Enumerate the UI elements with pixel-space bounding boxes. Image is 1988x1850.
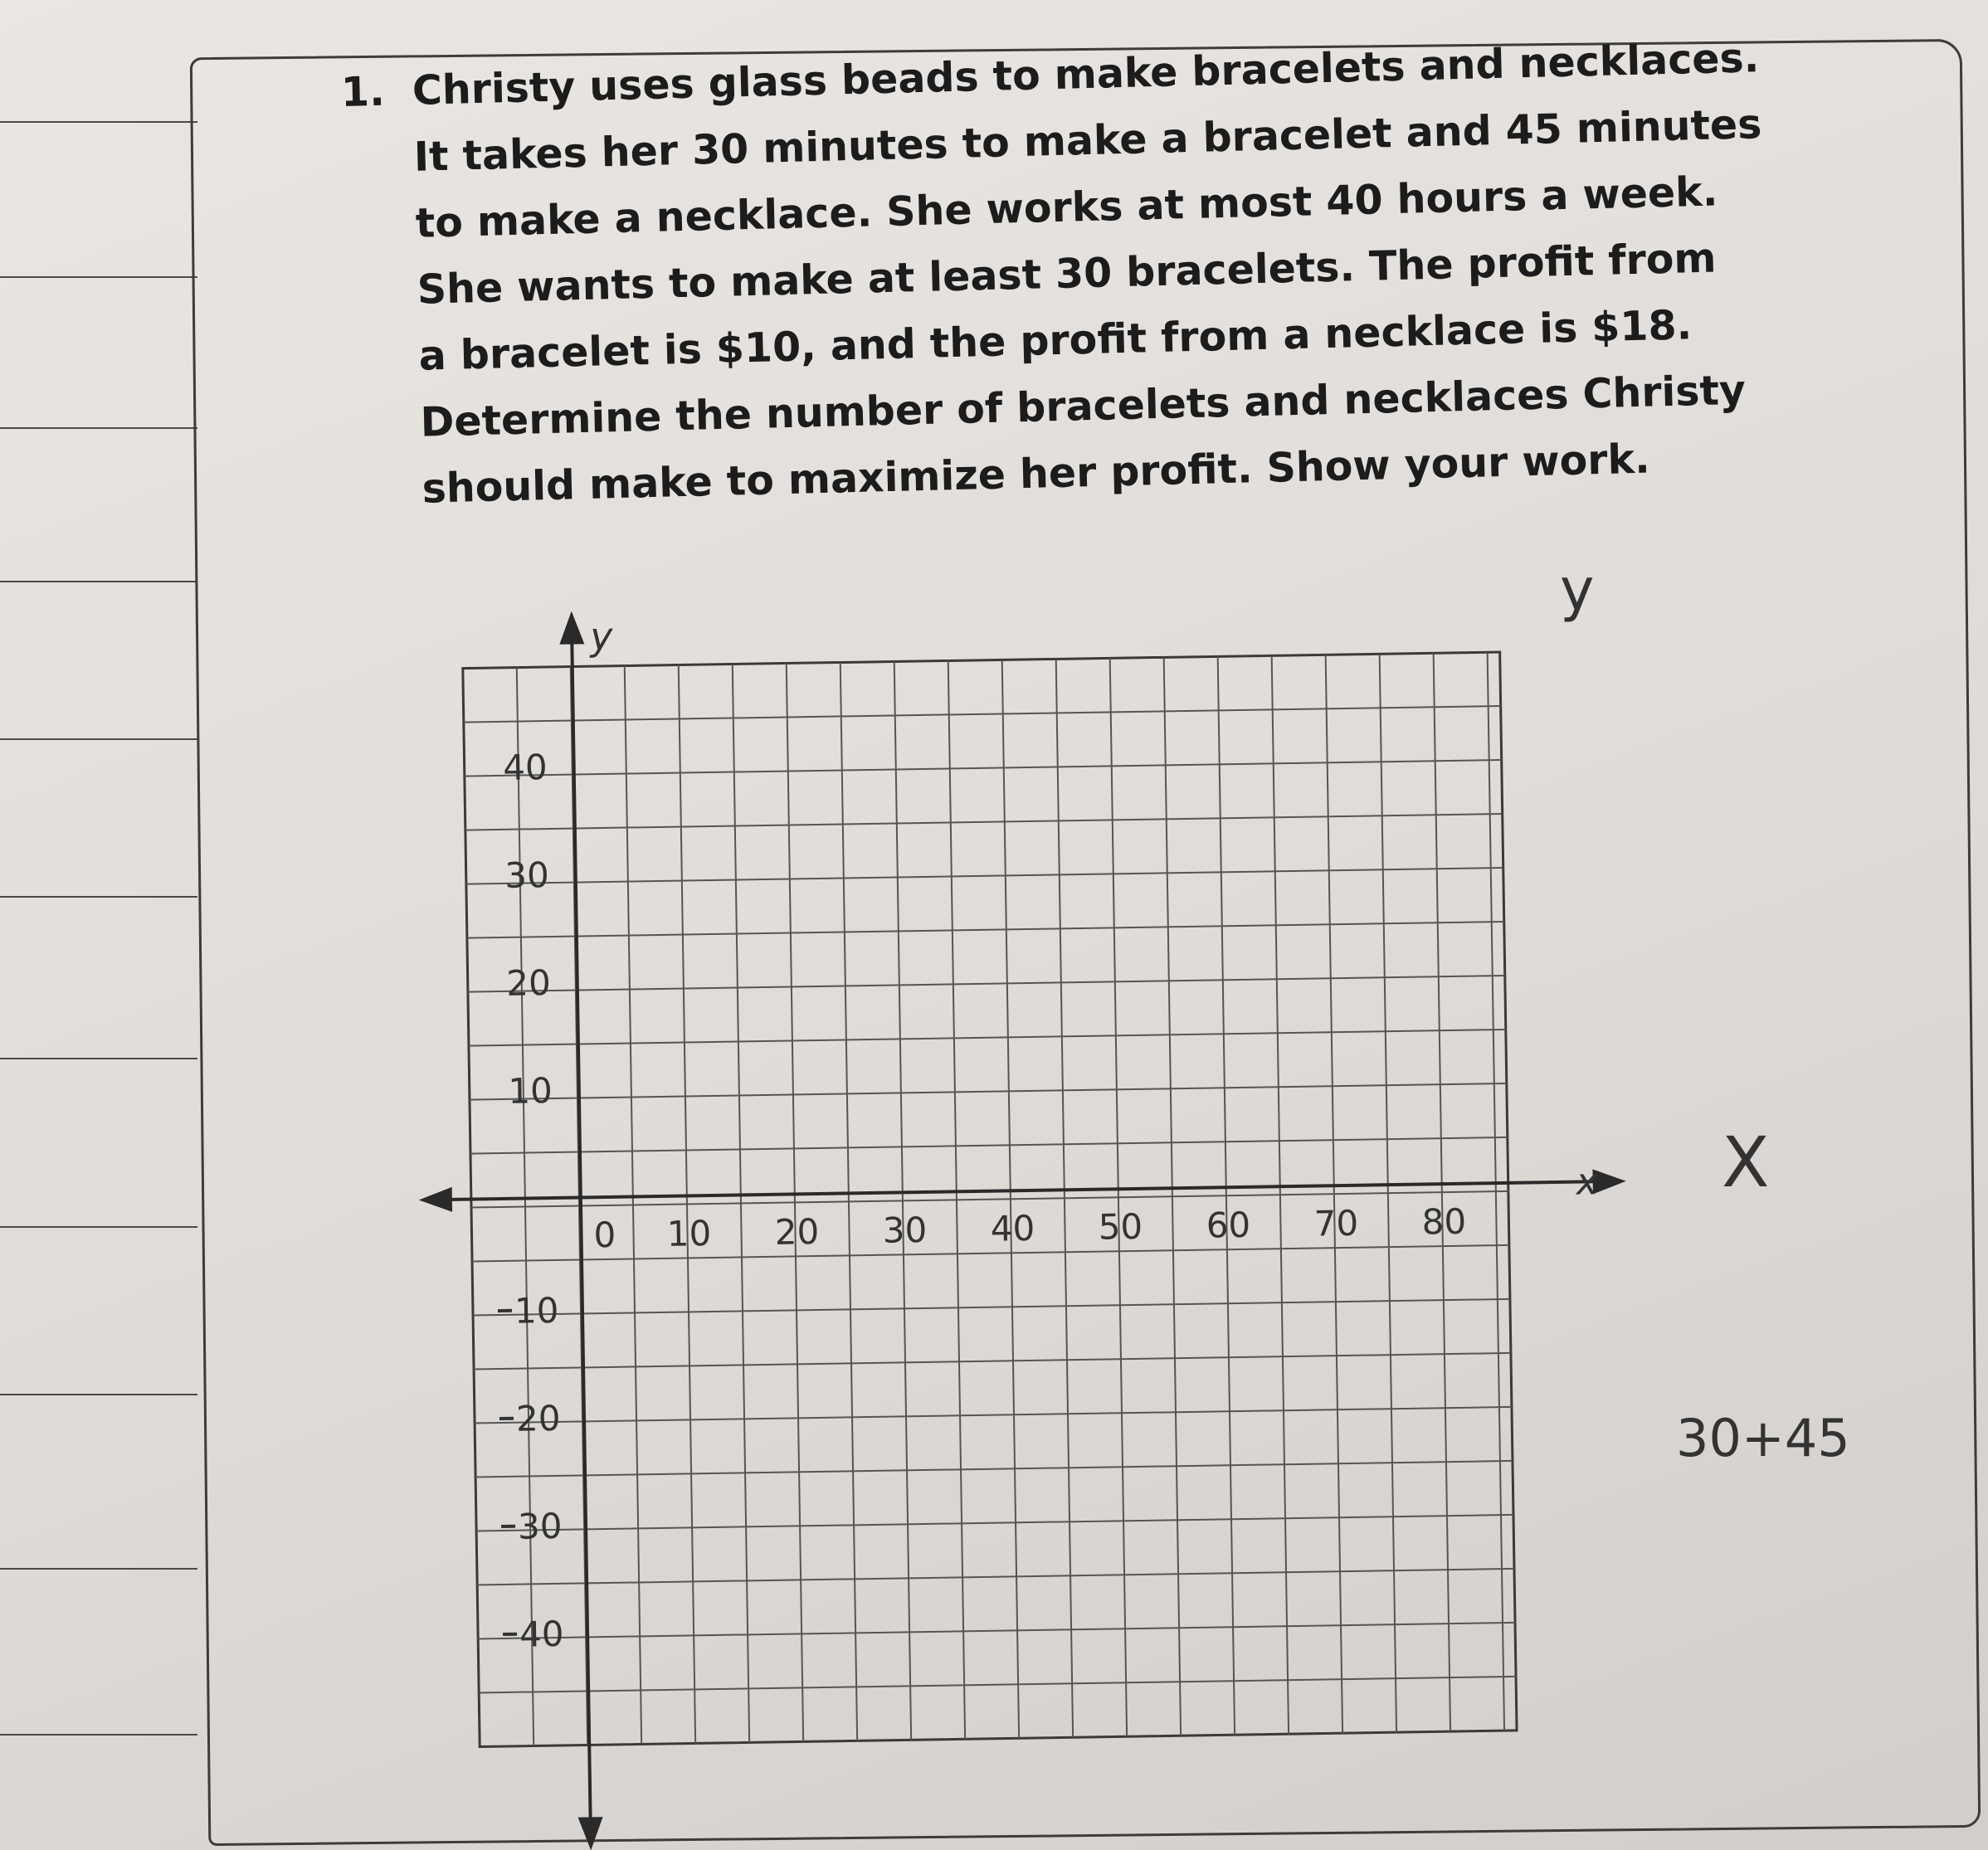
handwritten-x-mark: X: [1722, 1122, 1770, 1203]
handwritten-y-mark: y: [1560, 556, 1595, 624]
problem-line-7: should make to maximize her profit. Show your work.: [421, 435, 1651, 513]
grid-line-horizontal: [468, 976, 1505, 992]
x-axis: [427, 1181, 1618, 1200]
y-tick-label-negative: 40: [519, 1613, 564, 1655]
grid-line-horizontal: [478, 1623, 1515, 1639]
origin-label: 0: [593, 1214, 616, 1256]
y-tick-label-negative: 10: [514, 1289, 559, 1332]
y-tick-label: 20: [505, 962, 552, 1004]
grid-line-horizontal: [479, 1677, 1516, 1693]
grid-line-horizontal: [474, 1353, 1511, 1370]
grid-line-horizontal: [469, 1030, 1506, 1046]
x-tick-label: 80: [1421, 1200, 1467, 1243]
grid-line-horizontal: [470, 1137, 1508, 1154]
grid-line-horizontal: [465, 814, 1503, 830]
problem-line-2: It takes her 30 minutes to make a bracelet and 45 minutes: [413, 100, 1762, 181]
problem-number: 1.: [340, 67, 386, 116]
x-tick-label: 40: [990, 1207, 1035, 1249]
y-axis-label: y: [589, 613, 613, 660]
grid-line-horizontal: [466, 868, 1503, 884]
y-axis-down-arrow-icon: [578, 1817, 604, 1850]
y-axis-up-arrow-icon: [559, 611, 585, 644]
problem-line-1: Christy uses glass beads to make bracelets and necklaces.: [412, 34, 1760, 114]
grid-line-horizontal: [476, 1515, 1513, 1531]
x-tick-label: 70: [1313, 1202, 1359, 1244]
y-tick-label-negative: 20: [515, 1397, 561, 1439]
grid-lines: [463, 652, 1517, 1746]
x-axis-label: x: [1576, 1161, 1599, 1204]
y-tick-label: 30: [504, 854, 550, 896]
y-axis: [572, 621, 591, 1841]
x-tick-label: 20: [774, 1210, 820, 1253]
x-tick-label: 30: [882, 1209, 928, 1251]
grid-line-horizontal: [475, 1461, 1513, 1478]
x-tick-label: 60: [1206, 1204, 1251, 1246]
problem-line-4: She wants to make at least 30 bracelets. The profit from: [417, 234, 1718, 314]
grid-line-horizontal: [477, 1569, 1514, 1585]
grid-line-horizontal: [465, 760, 1502, 777]
grid-line-horizontal: [470, 1083, 1507, 1100]
x-axis-left-arrow-icon: [419, 1187, 452, 1213]
grid-line-horizontal: [467, 922, 1504, 938]
grid-line-horizontal: [475, 1407, 1512, 1424]
grid-line-horizontal: [473, 1299, 1510, 1316]
y-tick-label: 10: [507, 1070, 553, 1112]
y-tick-label: 40: [502, 747, 548, 788]
y-tick-label-negative: 30: [517, 1505, 563, 1547]
faint-handwritten-note: 30+45: [1676, 1408, 1850, 1468]
problem-line-6: Determine the number of bracelets and necklaces Christy: [420, 366, 1747, 446]
x-tick-label: 50: [1098, 1205, 1143, 1248]
problem-line-5: a bracelet is $10, and the profit from a necklace is $18.: [418, 301, 1693, 380]
x-tick-label: 10: [666, 1213, 712, 1254]
problem-line-3: to make a necklace. She works at most 40 hours a week.: [415, 168, 1719, 247]
grid-line-horizontal: [464, 706, 1501, 723]
